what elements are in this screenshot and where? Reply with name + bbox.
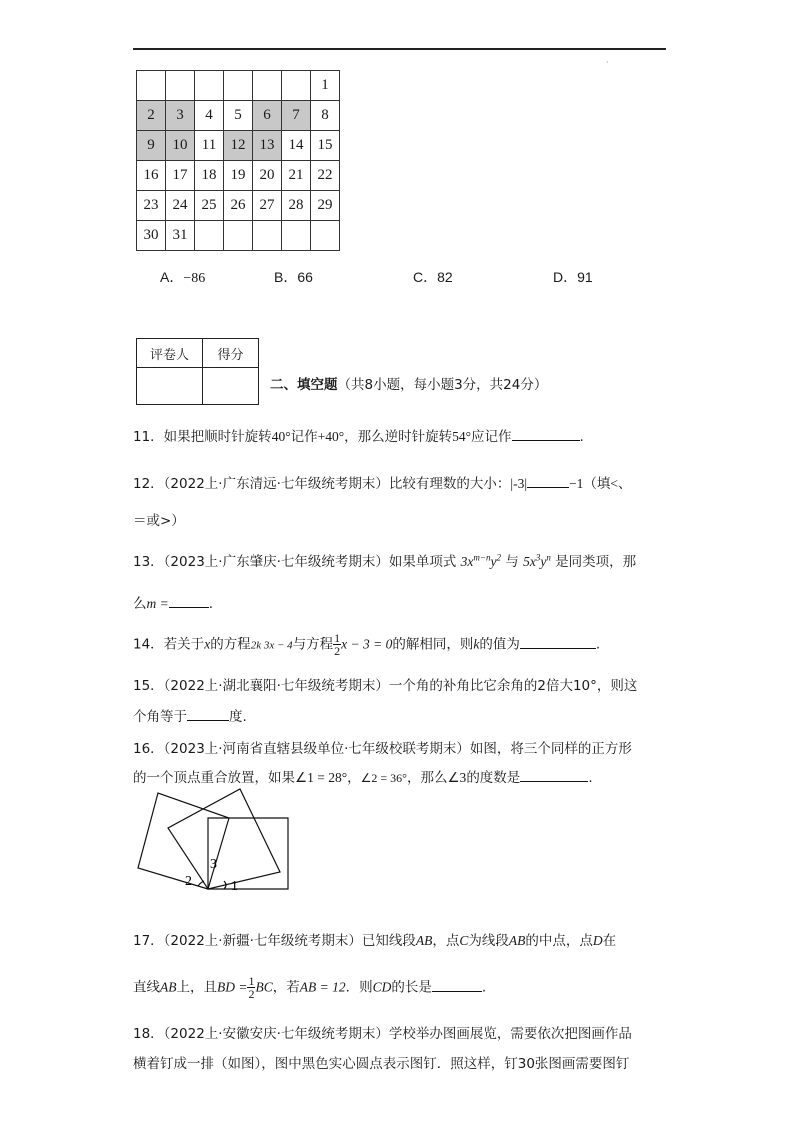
question-11: 11．如果把顺时针旋转40°记作+40°，那么逆时针旋转54°应记作 .	[133, 429, 584, 445]
grader-label: 评卷人	[137, 339, 203, 368]
answer-blank-17[interactable]	[432, 979, 482, 992]
question-18-cont: 横着钉成一排（如图），图中黑色实心圆点表示图钉．照这样，钉30张图画需要图钉	[133, 1056, 630, 1072]
calendar-cell	[137, 71, 166, 101]
calendar-row	[137, 161, 340, 191]
calendar-cell: 8	[311, 101, 340, 131]
question-14: 14．若关于x的方程2k 3x − 4与方程 $\frac{1}{2}$ x − 3 = 0的解相同，则k的值为 .	[133, 631, 601, 658]
calendar-cell: 17	[166, 161, 195, 191]
calendar-cell: 2	[137, 101, 166, 131]
calendar-cell: 27	[253, 191, 282, 221]
calendar-cell	[282, 71, 311, 101]
calendar-cell: 12	[224, 131, 253, 161]
calendar-cell: 22	[311, 161, 340, 191]
calendar-cell: 9	[137, 131, 166, 161]
option-d: D．91	[553, 269, 593, 285]
calendar-cell: 5	[224, 101, 253, 131]
calendar-cell	[166, 71, 195, 101]
calendar-cell: 19	[224, 161, 253, 191]
calendar-cell: 31	[166, 221, 195, 251]
fraction-half-2: $\frac{1}{2}$	[248, 974, 255, 1001]
calendar-cell: 7	[282, 101, 311, 131]
calendar-cell: 20	[253, 161, 282, 191]
question-18: 18．（2022上·安徽安庆·七年级统考期末）学校举办图画展览，需要依次把图画作品	[133, 1026, 632, 1042]
calendar-cell	[253, 71, 282, 101]
calendar-cell: 24	[166, 191, 195, 221]
fraction-half: $\frac{1}{2}$	[334, 631, 341, 658]
calendar-cell: 11	[195, 131, 224, 161]
answer-blank-15[interactable]	[187, 708, 229, 721]
section-heading: 二、填空题（共8小题，每小题3分，共24分）	[270, 377, 548, 393]
calendar-cell: 1	[311, 71, 340, 101]
calendar-cell	[282, 221, 311, 251]
option-c: C．82	[413, 269, 453, 285]
angle-arc-2	[198, 881, 204, 886]
question-17: 17．（2022上·新疆·七年级统考期末）已知线段AB，点C为线段AB的中点，点D在	[133, 933, 617, 949]
calendar-cell: 16	[137, 161, 166, 191]
score-label: 得分	[203, 339, 259, 368]
calendar-row	[137, 131, 340, 161]
calendar-cell	[311, 221, 340, 251]
answer-blank-14[interactable]	[520, 636, 596, 649]
square-upright	[208, 818, 288, 889]
question-12: 12．（2022上·广东清远·七年级统考期末）比较有理数的大小：|-3| −1（填<、	[133, 476, 632, 492]
calendar-row	[137, 71, 340, 101]
calendar-cell: 23	[137, 191, 166, 221]
square-left-tilted	[138, 793, 229, 889]
calendar-row	[137, 191, 340, 221]
calendar-row	[137, 101, 340, 131]
calendar-grid	[136, 70, 340, 251]
answer-blank-11[interactable]	[512, 428, 580, 441]
question-17-cont: 直线AB上，且BD = $\frac{1}{2}$ BC，若AB = 12．则CD的长是 .	[133, 974, 487, 1001]
calendar-cell: 10	[166, 131, 195, 161]
page-mark: ·	[606, 58, 609, 67]
calendar-cell: 26	[224, 191, 253, 221]
calendar-cell: 13	[253, 131, 282, 161]
calendar-cell: 25	[195, 191, 224, 221]
question-12-cont: ＝或>）	[133, 513, 185, 529]
question-15-cont: 个角等于 度.	[133, 709, 247, 725]
calendar-row	[137, 221, 340, 251]
question-15: 15．（2022上·湖北襄阳·七年级统考期末）一个角的补角比它余角的2倍大10°，则这	[133, 678, 638, 694]
answer-blank-16[interactable]	[520, 769, 588, 782]
calendar-cell	[195, 221, 224, 251]
question-13-cont: 么m = .	[133, 596, 214, 612]
calendar-cell: 18	[195, 161, 224, 191]
calendar-cell	[195, 71, 224, 101]
score-box	[136, 338, 259, 405]
calendar-cell: 21	[282, 161, 311, 191]
question-16: 16．（2023上·河南省直辖县级单位·七年级校联考期末）如图，将三个同样的正方形	[133, 741, 632, 757]
header-rule	[133, 48, 666, 50]
question-13: 13．（2023上·广东肇庆·七年级统考期末）如果单项式 $3x^{m-n}y^2$ 与 $5x^3y^n$ 是同类项，那	[133, 552, 637, 570]
angle-label-1: 1	[231, 879, 238, 894]
grader-cell[interactable]	[137, 368, 203, 405]
calendar-cell	[224, 71, 253, 101]
calendar-cell: 14	[282, 131, 311, 161]
angle-label-3: 3	[210, 857, 217, 872]
monomial-1: $3x^{m-n}y^2$	[460, 552, 501, 569]
question-16-cont: 的一个顶点重合放置，如果∠1 = 28°，∠2 = 36°，那么∠3的度数是 .	[133, 770, 593, 786]
option-a: A．−86	[160, 269, 206, 286]
calendar-cell: 30	[137, 221, 166, 251]
option-b: B．66	[274, 269, 313, 285]
calendar-cell: 29	[311, 191, 340, 221]
calendar-cell	[224, 221, 253, 251]
calendar-cell: 15	[311, 131, 340, 161]
calendar-cell: 28	[282, 191, 311, 221]
score-cell[interactable]	[203, 368, 259, 405]
monomial-2: $5x^3y^n$	[523, 552, 551, 569]
three-squares-figure	[128, 785, 298, 900]
answer-blank-12[interactable]	[527, 475, 569, 488]
angle-label-2: 2	[185, 874, 192, 889]
answer-blank-13[interactable]	[169, 595, 209, 608]
calendar-cell: 4	[195, 101, 224, 131]
calendar-cell	[253, 221, 282, 251]
calendar-cell: 6	[253, 101, 282, 131]
calendar-cell: 3	[166, 101, 195, 131]
